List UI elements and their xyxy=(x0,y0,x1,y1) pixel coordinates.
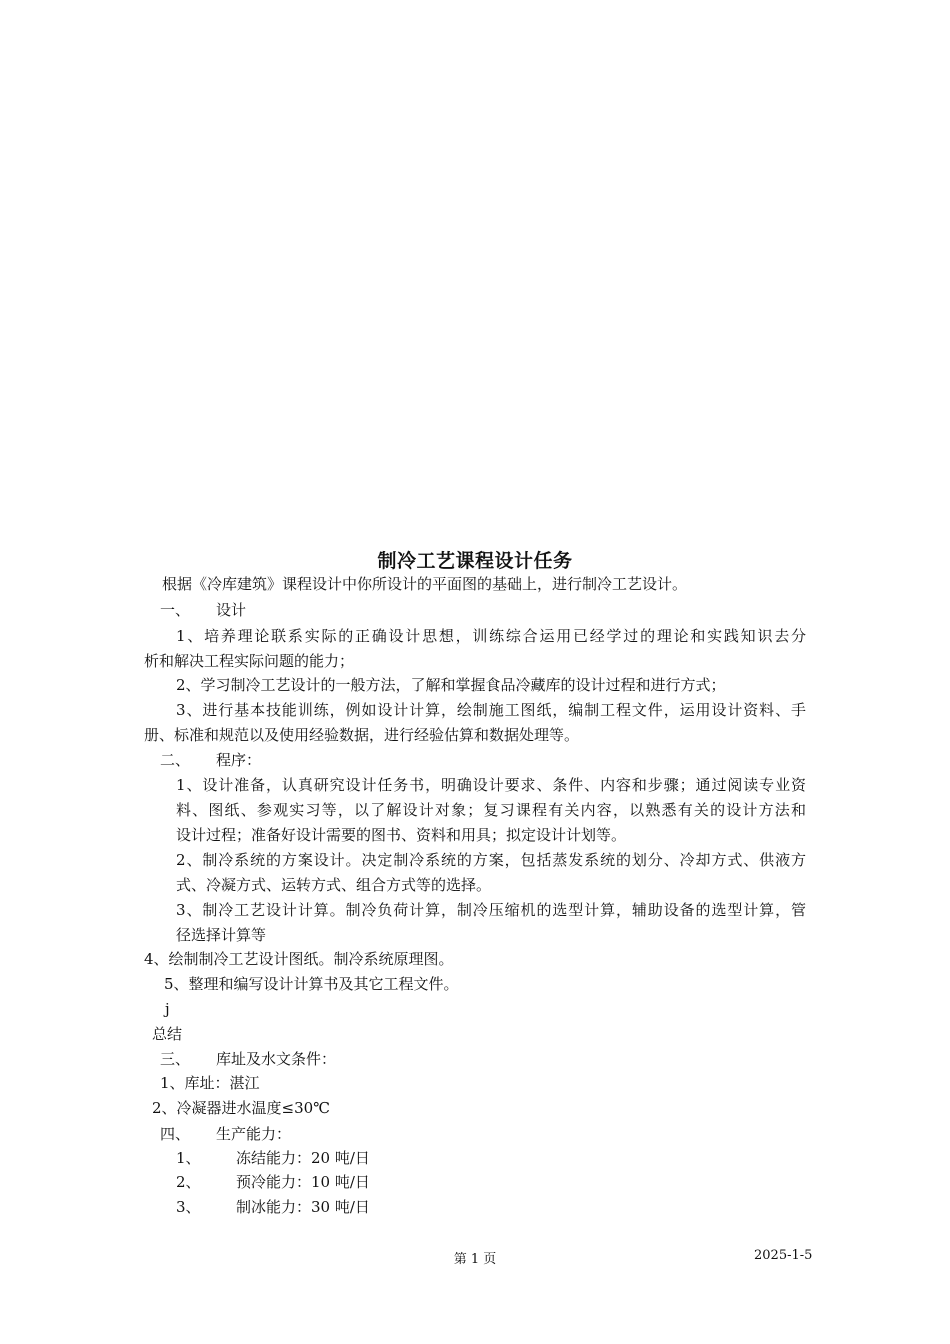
section2-item2-line1: 2、制冷系统的方案设计。决定制冷系统的方案，包括蒸发系统的划分、冷却方式、供液方 xyxy=(176,851,806,869)
footer-date: 2025-1-5 xyxy=(754,1248,813,1263)
section1-item3-line1: 3、进行基本技能训练，例如设计计算，绘制施工图纸，编制工程文件，运用设计资料、手 xyxy=(176,701,806,719)
footer-page-number: 第 1 页 xyxy=(453,1252,497,1267)
section2-item1-line1: 1、设计准备，认真研究设计任务书，明确设计要求、条件、内容和步骤；通过阅读专业资 xyxy=(176,776,806,794)
section2-item5: 5、整理和编写设计计算书及其它工程文件。 xyxy=(164,975,459,993)
section2-item1-line3: 设计过程；准备好设计需要的图书、资料和用具；拟定设计计划等。 xyxy=(176,826,627,844)
intro-paragraph: 根据《冷库建筑》课程设计中你所设计的平面图的基础上，进行制冷工艺设计。 xyxy=(162,575,688,593)
section3-marker: 三、 xyxy=(160,1050,191,1068)
section1-marker: 一、 xyxy=(160,601,191,619)
section1-item3-line2: 册、标准和规范以及使用经验数据，进行经验估算和数据处理等。 xyxy=(144,726,580,744)
section2-heading: 程序： xyxy=(216,751,262,769)
section3-item2: 2、冷凝器进水温度≤30℃ xyxy=(152,1099,330,1117)
section4-item2-text: 预冷能力：10 吨/日 xyxy=(236,1173,370,1191)
section4-item2-number: 2、 xyxy=(176,1173,201,1191)
section2-item3-line1: 3、制冷工艺设计计算。制冷负荷计算，制冷压缩机的选型计算，辅助设备的选型计算，管 xyxy=(176,901,806,919)
section3-item1: 1、库址：湛江 xyxy=(160,1074,260,1092)
section4-heading: 生产能力： xyxy=(216,1125,292,1143)
section1-heading: 设计 xyxy=(216,601,247,619)
section1-item2: 2、学习制冷工艺设计的一般方法，了解和掌握食品冷藏库的设计过程和进行方式； xyxy=(176,676,726,694)
section2-marker: 二、 xyxy=(160,751,191,769)
section2-item3-line2: 径选择计算等 xyxy=(176,926,267,944)
section1-item1-line2: 析和解决工程实际问题的能力； xyxy=(144,652,355,670)
section4-item1-number: 1、 xyxy=(176,1149,201,1167)
document-title: 制冷工艺课程设计任务 xyxy=(377,550,573,572)
section3-heading: 库址及水文条件： xyxy=(216,1050,337,1068)
summary-label: 总结 xyxy=(152,1025,183,1043)
section2-item1-line2: 料、图纸、参观实习等，以了解设计对象；复习课程有关内容，以熟悉有关的设计方法和 xyxy=(176,801,806,819)
section4-item3-text: 制冰能力：30 吨/日 xyxy=(236,1198,370,1216)
section4-item3-number: 3、 xyxy=(176,1198,201,1216)
section2-item4: 4、绘制制冷工艺设计图纸。制冷系统原理图。 xyxy=(144,950,454,968)
stray-character: j xyxy=(165,1000,170,1018)
section4-marker: 四、 xyxy=(160,1125,191,1143)
section4-item1-text: 冻结能力：20 吨/日 xyxy=(236,1149,370,1167)
section1-item1-line1: 1、培养理论联系实际的正确设计思想，训练综合运用已经学过的理论和实践知识去分 xyxy=(176,627,806,645)
section2-item2-line2: 式、冷凝方式、运转方式、组合方式等的选择。 xyxy=(176,876,492,894)
